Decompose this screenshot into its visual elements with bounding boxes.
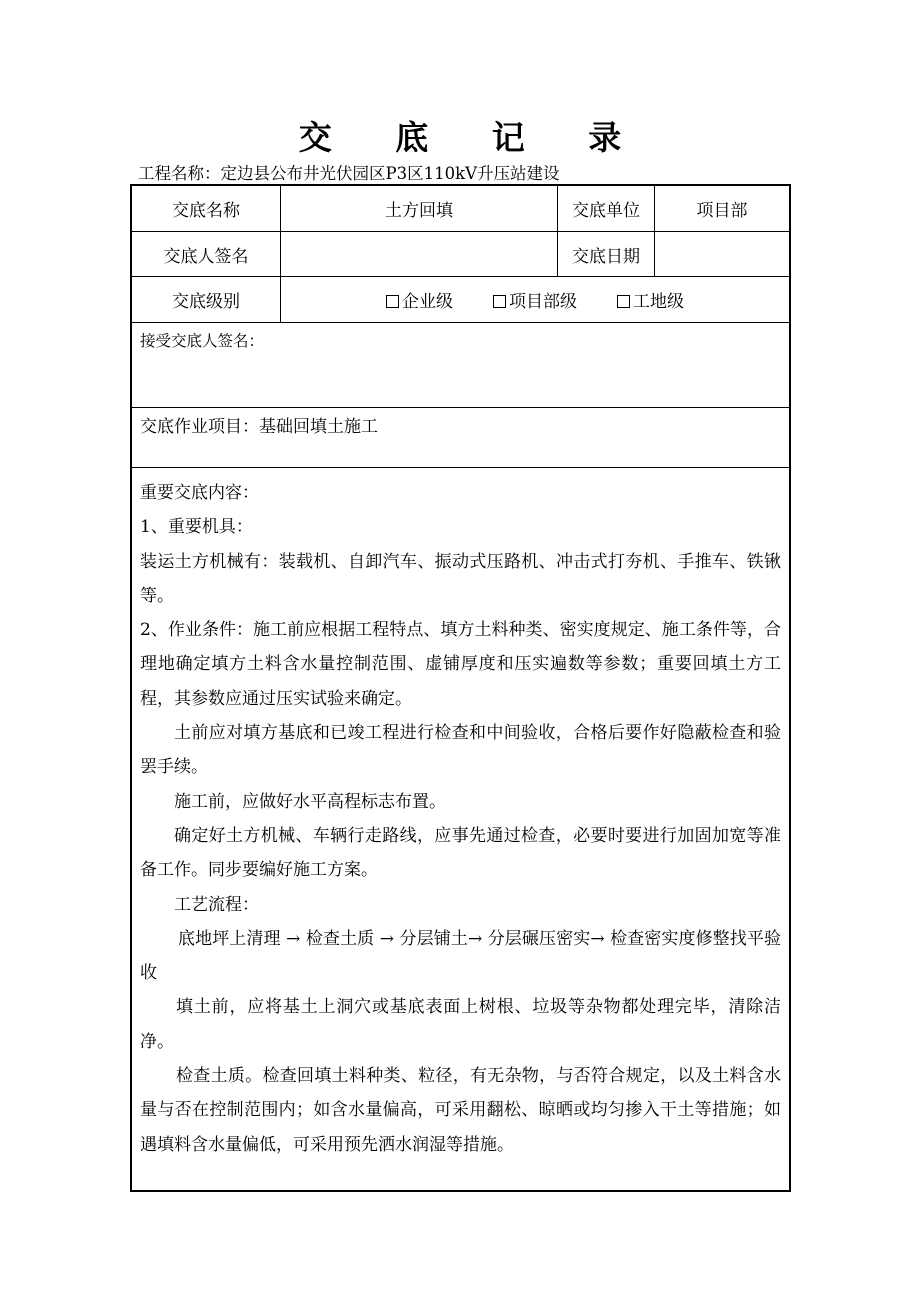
content-paragraph: 确定好土方机械、车辆行走路线，应事先通过检查，必要时要进行加固加宽等准备工作。同步要编好施工方案。 <box>140 825 781 881</box>
level-option-label: 项目部级 <box>509 292 577 312</box>
document-title: 交 底 记 录 <box>298 118 648 157</box>
handover-content <box>140 476 781 1162</box>
checkbox-icon[interactable] <box>493 295 506 308</box>
row-receiver-signature <box>132 323 789 408</box>
row-handover-item <box>132 408 789 468</box>
content-heading: 重要交底内容： <box>140 483 259 503</box>
date-label: 交底日期 <box>557 232 654 276</box>
process-flow: 底地坪上清理 → 检查土质 → 分层铺土→ 分层碾压密实→ 检查密实度修整找平验收 <box>140 928 781 984</box>
handover-item-label: 交底作业项目：基础回填土施工 <box>140 417 378 437</box>
project-name-line: 工程名称：定边县公布井光伏园区P3区110kV升压站建设 <box>138 164 560 183</box>
level-option-label: 企业级 <box>402 292 453 312</box>
content-paragraph: 检查土质。检查回填土料种类、粒径，有无杂物，与否符合规定，以及土料含水量与否在控制范围内；如含水量偏高，可采用翻松、晾晒或均匀掺入干土等措施；如遇填料含水量偏低，可采用预先洒水润湿等措施。 <box>140 1066 781 1155</box>
row-handover-level <box>132 277 789 323</box>
content-paragraph: 2、作业条件：施工前应根据工程特点、填方土料种类、密实度规定、施工条件等，合理地确定填方土料含水量控制范围、虚铺厚度和压实遍数等参数；重要回填土方工程，其参数应通过压实试验来确定。 <box>140 620 781 709</box>
handover-unit-label: 交底单位 <box>557 186 654 231</box>
level-option-site[interactable] <box>617 287 684 312</box>
handover-record-table <box>130 184 791 1192</box>
handover-content-section <box>132 468 789 1190</box>
level-option-label: 工地级 <box>633 292 684 312</box>
level-option-project-dept[interactable] <box>493 287 577 312</box>
checkbox-icon[interactable] <box>617 295 630 308</box>
content-paragraph: 施工前，应做好水平高程标志布置。 <box>174 791 446 812</box>
date-field[interactable] <box>654 232 789 276</box>
checkbox-icon[interactable] <box>386 295 399 308</box>
content-paragraph: 填土前，应将基土上洞穴或基底表面上树根、垃圾等杂物都处理完毕，清除洁净。 <box>140 997 781 1052</box>
signer-field[interactable] <box>280 232 557 276</box>
handover-unit-value: 项目部 <box>654 186 789 231</box>
level-option-enterprise[interactable] <box>386 287 453 312</box>
row-signer-date <box>132 232 789 277</box>
signer-label: 交底人签名 <box>163 246 249 267</box>
content-paragraph: 工艺流程： <box>174 894 259 915</box>
handover-name-label: 交底名称 <box>172 201 240 221</box>
row-handover-name <box>132 186 789 232</box>
level-options <box>280 277 789 322</box>
content-paragraph: 土前应对填方基底和已竣工程进行检查和中间验收，合格后要作好隐蔽检查和验罢手续。 <box>140 723 781 778</box>
content-paragraph: 1、重要机具： <box>140 517 253 538</box>
content-paragraph: 装运土方机械有：装载机、自卸汽车、振动式压路机、冲击式打夯机、手推车、铁锹等。 <box>140 551 781 606</box>
receiver-signature-label: 接受交底人签名： <box>140 332 265 350</box>
handover-name-value: 土方回填 <box>280 186 557 231</box>
level-label: 交底级别 <box>172 292 240 312</box>
